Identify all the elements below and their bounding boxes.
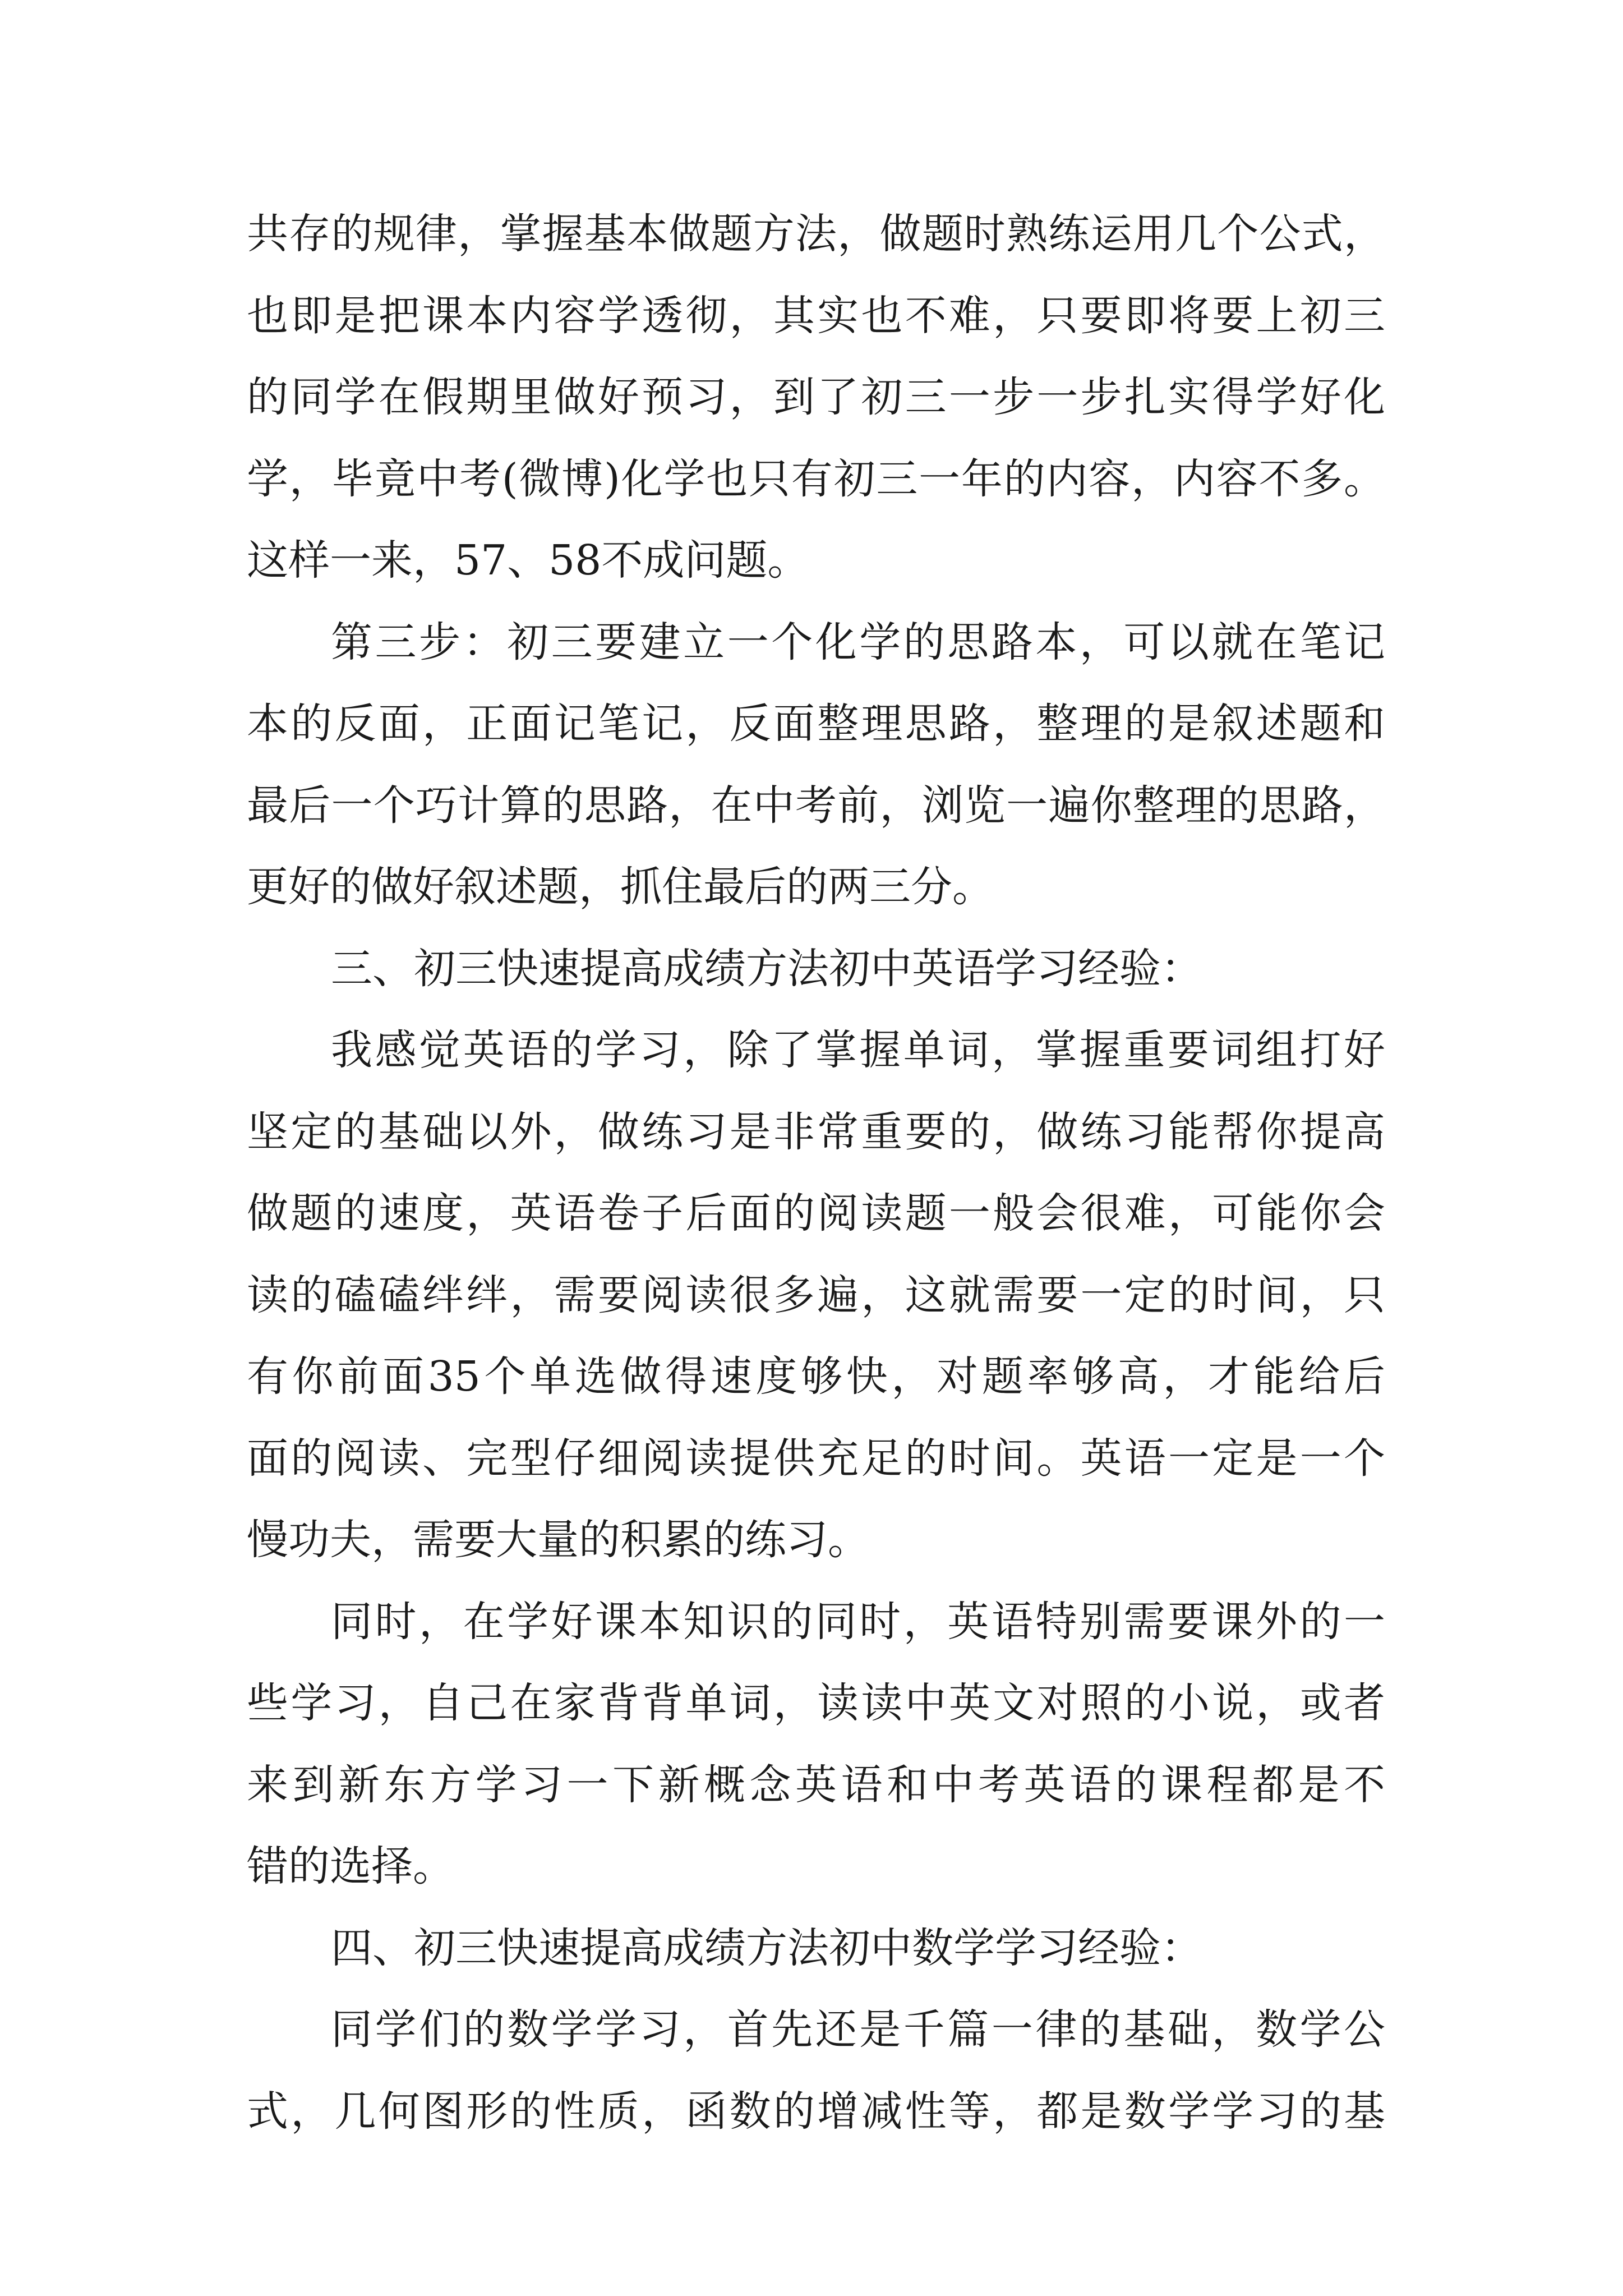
- section-heading-english: 三、初三快速提高成绩方法初中英语学习经验：: [331, 944, 1202, 993]
- text-line: 来到新东方学习一下新概念英语和中考英语的课程都是不: [247, 1760, 1385, 1809]
- text-line: 学，毕竟中考(微博)化学也只有初三一年的内容，内容不多。: [247, 454, 1385, 503]
- document-body: [247, 194, 1385, 2152]
- text-line: 读的磕磕绊绊，需要阅读很多遍，这就需要一定的时间，只: [247, 1271, 1385, 1319]
- text-line: 本的反面，正面记笔记，反面整理思路，整理的是叙述题和: [247, 700, 1385, 748]
- text-line: 更好的做好叙述题，抓住最后的两三分。: [247, 863, 994, 911]
- paragraph-start-line: 同时，在学好课本知识的同时，英语特别需要课外的一: [331, 1597, 1385, 1646]
- text-line: 有你前面35个单选做得速度够快，对题率够高，才能给后: [247, 1352, 1385, 1401]
- text-line: 这样一来，57、58不成问题。: [247, 536, 809, 585]
- paragraph-start-line: 同学们的数学学习，首先还是千篇一律的基础，数学公: [331, 2005, 1385, 2054]
- paragraph-start-line: 第三步：初三要建立一个化学的思路本，可以就在笔记: [331, 618, 1385, 666]
- text-line: 也即是把课本内容学透彻，其实也不难，只要即将要上初三: [247, 291, 1385, 340]
- text-line: 做题的速度，英语卷子后面的阅读题一般会很难，可能你会: [247, 1189, 1385, 1237]
- text-line: 式，几何图形的性质，函数的增减性等，都是数学学习的基: [247, 2087, 1385, 2136]
- text-line: 错的选择。: [247, 1842, 454, 1890]
- paragraph-start-line: 我感觉英语的学习，除了掌握单词，掌握重要词组打好: [331, 1026, 1385, 1074]
- section-heading-math: 四、初三快速提高成绩方法初中数学学习经验：: [331, 1924, 1202, 1972]
- text-line: 共存的规律，掌握基本做题方法，做题时熟练运用几个公式，: [247, 210, 1385, 258]
- text-line: 的同学在假期里做好预习，到了初三一步一步扎实得学好化: [247, 373, 1385, 421]
- text-line: 面的阅读、完型仔细阅读提供充足的时间。英语一定是一个: [247, 1434, 1385, 1483]
- text-line: 些学习，自己在家背背单词，读读中英文对照的小说，或者: [247, 1679, 1385, 1727]
- text-line: 最后一个巧计算的思路，在中考前，浏览一遍你整理的思路，: [247, 781, 1385, 830]
- text-line: 坚定的基础以外，做练习是非常重要的，做练习能帮你提高: [247, 1107, 1385, 1156]
- text-line: 慢功夫，需要大量的积累的练习。: [247, 1516, 869, 1564]
